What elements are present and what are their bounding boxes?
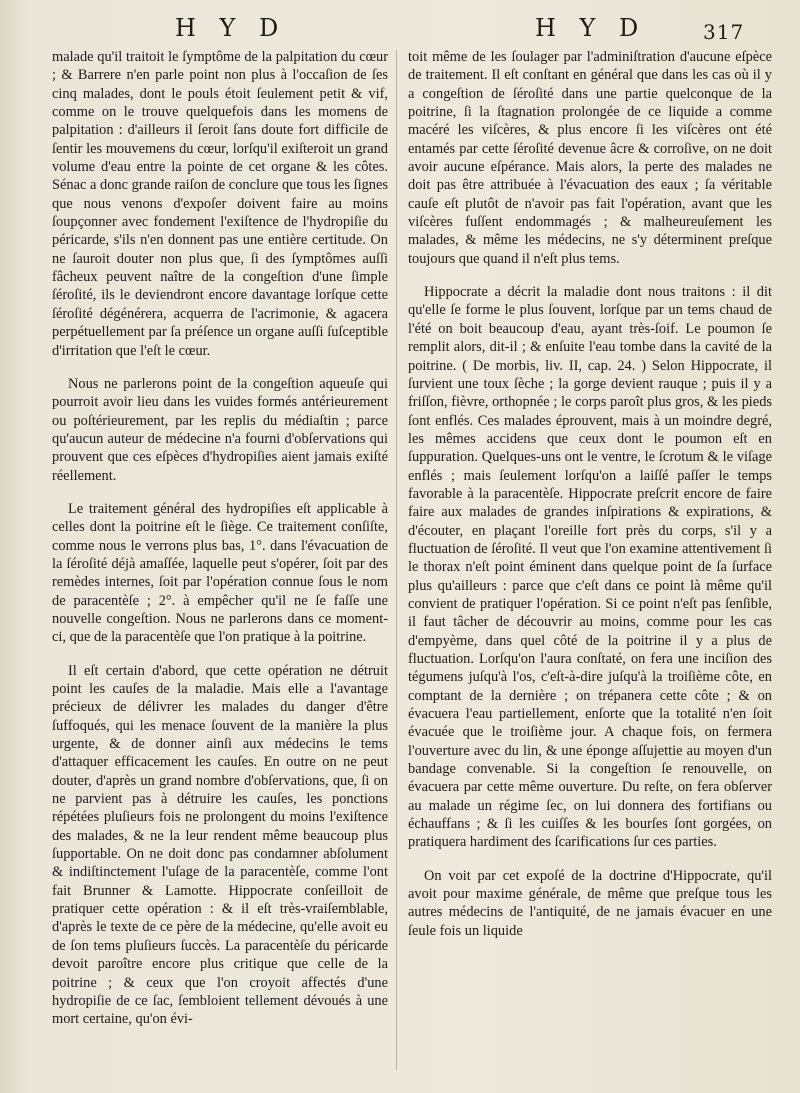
left-column	[52, 48, 388, 1088]
paragraph: Hippocrate a décrit la maladie dont nous traitons : il dit qu'elle ſe forme le plus ſouvent, lorſque par un tems chaud de l'été on boit beaucoup d'eau, ayant très-ſoif. Le poumon ſe remplit alors, dit-il ; & enſuite l'eau tombe dans la cavité de la poitrine. ( De morbis, liv. II, cap. 24. ) Selon Hippocrate, il ſurvient une toux ſèche ; la gorge devient rauque ; puis il y a friſſon, fièvre, orthopnée ; le corps paroît plus gros, & les pieds ſont enflés. Ces malades éprouvent, mais à un moindre degré, les mêmes accidens que ceux dont le poumon eſt en ſuppuration. Quelques-uns ont le ventre, le ſcrotum & le viſage enflés ; mais ſeulement lorſqu'on a laiſſé paſſer le temps favorable à la paracentèſe. Hippocrate preſcrit encore de faire faire aux malades de grandes inſpirations & expirations, & d'écouter, en plaçant l'oreille fort près du corps, s'il y a fluctuation de ſéroſité. Il veut que l'on examine attentivement ſi le thorax n'eſt point éminent dans quelque point de ſa ſurface plus qu'ailleurs : parce que c'eſt dans ce point là même qu'il convient de pratiquer l'opération. Si ce point n'eſt pas ſenſible, il faut tâcher de découvrir au moins, comme pour les cas d'empyème, dans quel côté de la poitrine il y a plus de fluctuation. Lorſqu'on l'aura conſtaté, on fera une inciſion des tégumens juſqu'à l'os, c'eſt-à-dire juſqu'à la troiſième côte, en comptant de la dernière ; on trépanera cette côte ; & on évacuera l'eau partiellement, enſorte que la totalité n'en ſoit évacuée que le troiſième jour. A chaque fois, on fermera l'ouverture avec du lin, & une éponge aſſujettie au moyen d'un bandage convenable. Si la congeſtion ſe renouvelle, on évacuera par cette même ouverture. Du reſte, on fera obſerver au malade un régime ſec, on lui donnera des fortifians ou échauffans ; & ſi les cuiſſes & les bourſes ſont gorgées, on pratiquera hardiment des ſcarifications ſur ces parties.	[408, 284, 772, 851]
column-divider	[396, 50, 397, 1070]
paragraph: malade qu'il traitoit le ſymptôme de la palpitation du cœur ; & Barrere n'en parle point non plus à l'occaſion de ſes cinq malades, dont le pouls étoit ſeulement petit & vif, comme on le trouve quelquefois dans les momens de palpitation : d'ailleurs il ſeroit ſans doute fort difficile de ſentir les mouvemens du cœur, lorſqu'il exiſteroit un grand volume d'eau entre la pointe de cet organe & les côtes. Sénac a donc grande raiſon de conclure que tous les ſignes que nous venons d'expoſer doivent faire au moins ſoupçonner avec fondement l'exiſtence de l'hydropiſie du péricarde, s'ils n'en donnent pas une entière certitude. On ne ſauroit douter non plus que, ſi des ſymptômes auſſi fâcheux peuvent naître de la congeſtion d'une ſimple ſéroſité, ils le deviendront encore davantage lorſque cette ſéroſité dégénérera, acquerra de l'acrimonie, & agacera perpétuellement par ſa préſence un organe auſſi ſuſceptible d'irritation que l'eſt le cœur.	[52, 49, 388, 359]
paragraph: Le traitement général des hydropiſies eſt applicable à celles dont la poitrine eſt le ſiège. Ce traitement conſiſte, comme nous le verrons plus bas, 1°. dans l'évacuation de la ſéroſité déjà amaſſée, laquelle peut s'opérer, ſoit par des remèdes internes, ſoit par l'opération connue ſous le nom de paracentèſe ; 2°. à empêcher qu'il ne ſe faſſe une nouvelle congeſtion. Nous ne parlerons dans ce moment-ci, que de la paracentèſe que l'on pratique à la poitrine.	[52, 500, 388, 646]
paragraph: toit même de les ſoulager par l'adminiſtration d'aucune eſpèce de traitement. Il eſt conſtant en général que dans les cas où il y a congeſtion de ſéroſité dans une partie quelconque de la poitrine, ſi la ſtagnation prolongée de ce liquide a comme macéré les viſcères, & plus encore ſi les viſcères ont été entamés par cette ſéroſité devenue âcre & corroſive, on ne doit avoir aucune eſpérance. Mais alors, la perte des malades ne doit pas être attribuée à l'évacuation des eaux ; ſa véritable cauſe eſt plutôt de n'avoir pas fait l'opération, avant que les viſcères fuſſent endommagés ; & malheureuſement les malades, & même les médecins, ne s'y déterminent preſque toujours que quand il n'eſt plus tems.	[408, 49, 772, 267]
header-right-title: H Y D	[535, 14, 647, 42]
page-number: 317	[703, 20, 745, 44]
header-left-title: H Y D	[175, 14, 287, 42]
paragraph: Il eſt certain d'abord, que cette opération ne détruit point les cauſes de la maladie. Mais elle a l'avantage précieux de délivrer les malades du danger d'être ſuffoqués, qui les menace ſouvent de la manière la plus urgente, & de donner ainſi aux médecins le tems d'attaquer efficacement les cauſes. En outre on ne peut douter, d'après un grand nombre d'obſervations, que, ſi on ne parvient pas à détruire les cauſes, les ponctions répétées pluſieurs fois ne prolongent du moins l'exiſtence des malades, & ne la leur rendent même beaucoup plus ſupportable. On ne doit donc pas condamner abſolument & indiſtinctement l'uſage de la paracentèſe, comme l'ont fait Brunner & Lamotte. Hippocrate conſeilloit de pratiquer cette opération : & il eſt très-vraiſemblable, d'après le texte de ce père de la médecine, qu'elle avoit eu de ſon tems pluſieurs ſuccès. La paracentèſe du péricarde devoit paroître encore plus critique que celle de la poitrine ; & ceux que l'on croyoit affectés d'une hydropiſie de ce ſac, ſembloient tellement dévoués à une mort certaine, qu'on évi-	[52, 662, 388, 1028]
right-column	[408, 48, 772, 1088]
running-header	[0, 12, 800, 48]
paragraph: Nous ne parlerons point de la congeſtion aqueuſe qui pourroit avoir lieu dans les vuides formés antérieurement ou poſtérieurement, par les replis du médiaſtin ; parce qu'aucun auteur de médecine n'a fourni d'obſervations qui prouvent que ces eſpèces d'hydropiſies aient jamais exiſté réellement.	[52, 375, 388, 484]
paragraph: On voit par cet expoſé de la doctrine d'Hippocrate, qu'il avoit pour maxime générale, de même que preſque tous les autres médecins de l'antiquité, de ne jamais évacuer en une ſeule fois un liquide	[408, 867, 772, 939]
